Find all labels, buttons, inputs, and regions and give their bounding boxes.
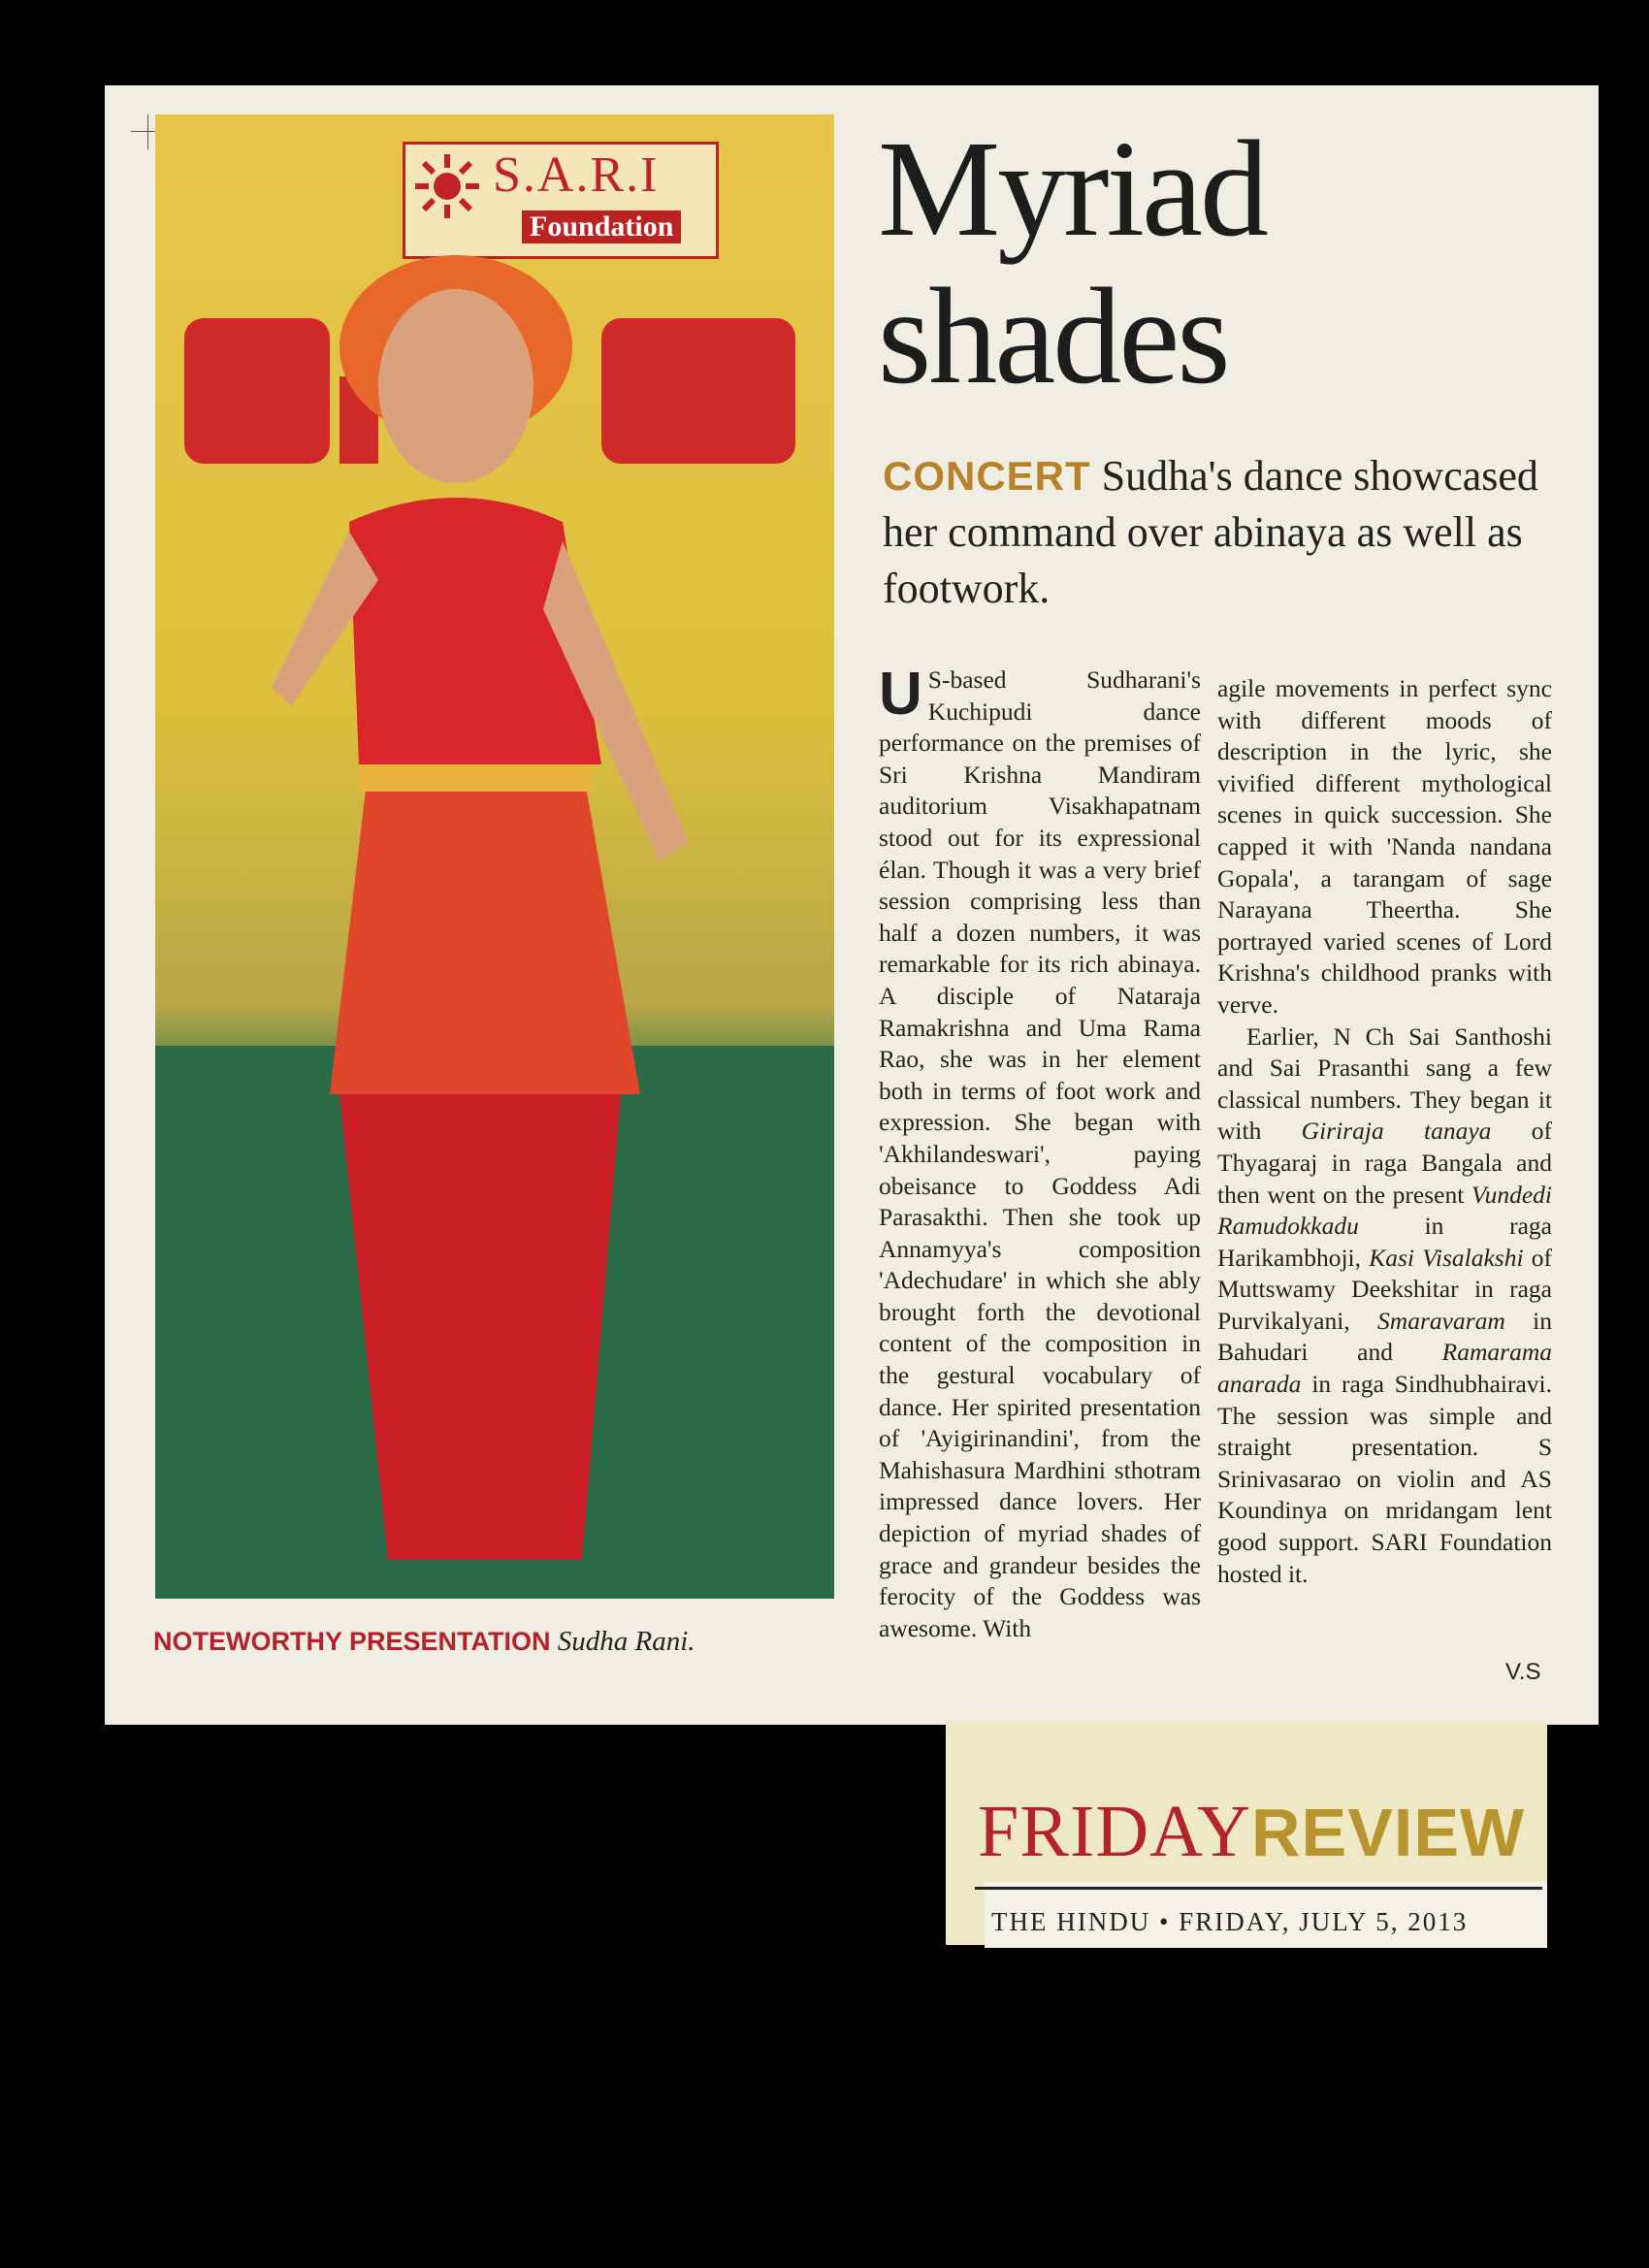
dancer-figure [233, 221, 776, 1599]
para2-text-d: of Muttswamy Deekshitar in raga Purvikalyani, [1217, 1243, 1552, 1335]
dateline: THE HINDU • FRIDAY, JULY 5, 2013 [991, 1907, 1469, 1936]
song-title-1: Giriraja tanaya [1301, 1117, 1492, 1146]
author-byline: V.S [1505, 1659, 1541, 1685]
article-headline [878, 112, 1267, 412]
section-masthead [978, 1793, 1525, 1871]
song-title-4: Smaravaram [1377, 1306, 1505, 1335]
masthead-friday: FRIDAY [978, 1791, 1251, 1872]
kicker-label: CONCERT [883, 453, 1091, 499]
sun-logo-icon [413, 152, 481, 220]
masthead-rule [975, 1887, 1542, 1890]
column-2-paragraph-2 [1217, 1021, 1552, 1591]
article-column-1 [879, 661, 1201, 1644]
para2-text-f: in raga Sindhubhairavi. The session was simple and straight presentation. S Srinivasarao on violin and AS Koundinya on mridangam lent good support. SARI Foundation hosted it. [1217, 1370, 1552, 1588]
column-1-text: S-based Sudharani's Kuchipudi dance performance on the premises of Sri Krishna Mandiram auditorium Visakhapatnam stood out for its expressional élan. Though it was a very brief session comprising less than half a dozen numbers, it was remarkable for its rich abinaya. A disciple of Nataraja Ramakrishna and Uma Rama Rao, she was in her element both in terms of foot work and expression. She began with 'Akhilandeswari', paying obeisance to Goddess Adi Parasakthi. Then she took up Annamyya's composition 'Adechudare' in which she ably brought forth the devotional content of the composition in the gestural vocabulary of dance. Her spirited presentation of 'Ayigirinandini', from the Mahishasura Mardhini sthotram impressed dance lovers. Her depiction of myriad shades of grace and grandeur besides the ferocity of the Goddess was awesome. With [879, 665, 1201, 1642]
column-2-paragraph-1: agile movements in perfect sync with different moods of description in the lyric, she vivified different mythological scenes in quick succession. She capped it with 'Nanda nandana Gopala', a tarangam of sage Narayana Theertha. She portrayed varied scenes of Lord Krishna's childhood pranks with verve. [1217, 674, 1552, 1019]
para2-text-c: in raga Harikambhoji, [1217, 1212, 1552, 1272]
photo-caption [153, 1626, 695, 1658]
article-column-2 [1217, 673, 1552, 1590]
headline-line-2: shades [878, 259, 1228, 412]
song-title-5: Ramarama anarada [1217, 1338, 1552, 1399]
para2-text-a: Earlier, N Ch Sai Santhoshi and Sai Prasanthi sang a few classical numbers. They began it with [1217, 1021, 1552, 1146]
song-title-3: Kasi Visalakshi [1369, 1243, 1524, 1272]
para2-text-b: of Thyagaraj in raga Bangala and then went on the present [1217, 1117, 1552, 1209]
masthead-review: REVIEW [1250, 1795, 1526, 1870]
standfirst-text: Sudha's dance showcased her command over abinaya as well as footwork. [883, 452, 1538, 612]
drop-cap: U [879, 661, 922, 728]
dancer-photo [155, 114, 834, 1599]
logo-main-text: S.A.R.I [493, 147, 660, 203]
caption-label: NOTEWORTHY PRESENTATION [153, 1627, 551, 1656]
para2-text-e: in Bahudari and [1217, 1306, 1552, 1367]
standfirst [883, 448, 1552, 617]
song-title-2: Vundedi Ramudokkadu [1217, 1180, 1552, 1241]
logo-sub-text: Foundation [522, 211, 681, 243]
caption-name: Sudha Rani. [557, 1626, 695, 1657]
headline-line-1: Myriad [878, 112, 1267, 265]
